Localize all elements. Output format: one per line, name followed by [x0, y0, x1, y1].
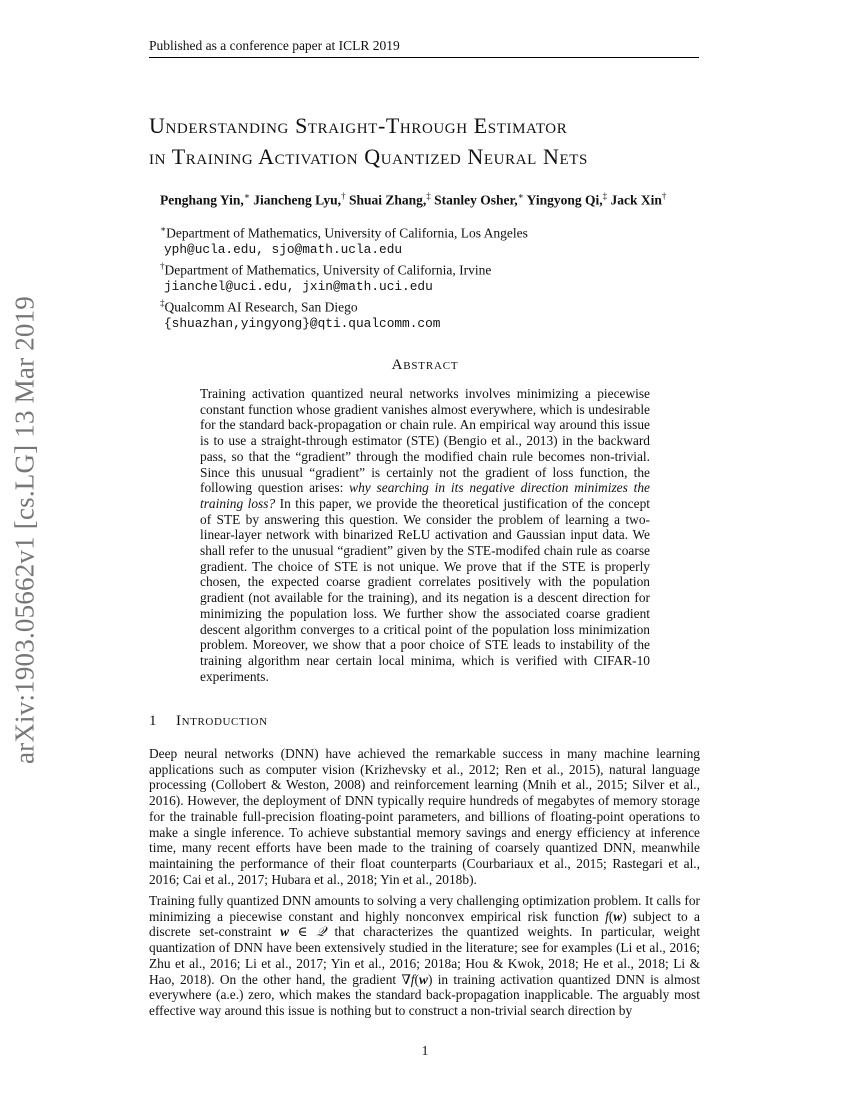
affiliation-emails: {shuazhan,yingyong}@qti.qualcomm.com	[164, 315, 441, 331]
author-mark: ∗	[243, 191, 250, 201]
author-name: Yingyong Qi,	[526, 192, 603, 208]
abstract-question: why searching in its negative direction minimizes the training loss?	[200, 480, 650, 511]
abstract-heading: Abstract	[391, 357, 459, 373]
paper-title	[149, 110, 709, 172]
section-heading	[149, 713, 699, 730]
author-name: Shuai Zhang,	[348, 192, 427, 208]
affiliation-mark: ∗	[160, 224, 167, 234]
intro-paragraph-2: Training fully quantized DNN amounts to solving a very challenging optimization problem. It calls for minimizing a piecewise constant and highly nonconvex empirical risk function f(w) subject to a discrete set-constraint w ∈ 𝒬 that characterizes the quantized weights. In particular, weight quantization of DNN have been extensively studied in the literature; see for examples (Li et al., 2016; Zhu et al., 2016; Li et al., 2017; Yin et al., 2016; 2018a; Hou & Kwok, 2018; He et al., 2018; Li & Hao, 2018). On the other hand, the gradient ∇f(w) in training activation quantized DNN is almost everywhere (a.e.) zero, which makes the standard back-propagation inapplicable. The arguably most effective way around this issue is nothing but to construct a non-trivial search direction by	[149, 893, 701, 1018]
affiliation-emails: yph@ucla.edu, sjo@math.ucla.edu	[164, 241, 403, 257]
author-mark: ∗	[517, 191, 524, 201]
title-line-1: Understanding Straight-Through Estimator	[149, 113, 568, 138]
affiliations	[160, 221, 700, 332]
author-name: Jiancheng Lyu,	[253, 192, 342, 208]
author-mark: ‡	[426, 191, 431, 201]
affiliation-emails: jianchel@uci.edu, jxin@math.uci.edu	[164, 278, 433, 294]
arxiv-stamp	[0, 295, 50, 765]
running-header: Published as a conference paper at ICLR 2019	[149, 38, 699, 58]
author-name: Penghang Yin,	[160, 192, 244, 208]
author-list	[160, 191, 700, 209]
author-mark: †	[341, 191, 346, 201]
affiliation-mark: ‡	[160, 298, 165, 309]
affiliation-dept: ‡Qualcomm AI Research, San Diego	[160, 298, 358, 315]
affiliation-dept: †Department of Mathematics, University of California, Irvine	[160, 261, 492, 278]
author-name: Jack Xin	[610, 192, 662, 208]
title-line-2: in Training Activation Quantized Neural Nets	[149, 144, 588, 169]
arxiv-stamp-text: arXiv:1903.05662v1 [cs.LG] 13 Mar 2019	[9, 295, 40, 765]
section-title: Introduction	[176, 713, 268, 729]
abstract-body: Training activation quantized neural networks involves minimizing a piecewise constant function whose gradient vanishes almost everywhere, which is undesirable for the standard back-propagation or chain rule. An empirical way around this issue is to use a straight-through estimator (STE) (Bengio et al., 2013) in the backward pass, so that the “gradient” through the modified chain rule becomes non-trivial. Since this unusual “gradient” is certainly not the gradient of loss function, the following question arises: why searching in its negative direction minimizes the training loss? In this paper, we provide the theoretical justification of the concept of STE by answering this question. We consider the problem of learning a two-linear-layer network with binarized ReLU activation and Gaussian input data. We shall refer to the unusual “gradient” given by the STE-modifed chain rule as coarse gradient. The choice of STE is not unique. We prove that if the STE is properly chosen, the expected coarse gradient correlates positively with the population gradient (not available for the training), and its negation is a descent direction for minimizing the population loss. We further show the associated coarse gradient descent algorithm converges to a critical point of the population loss minimization problem. Moreover, we show that a poor choice of STE leads to instability of the training algorithm near certain local minima, which is verified with CIFAR-10 experiments.	[200, 386, 650, 684]
intro-paragraph-1: Deep neural networks (DNN) have achieved the remarkable success in many machine learning applications such as computer vision (Krizhevsky et al., 2012; Ren et al., 2015), natural language processing (Collobert & Weston, 2008) and reinforcement learning (Mnih et al., 2015; Silver et al., 2016). However, the deployment of DNN typically require hundreds of megabytes of memory storage for the trainable full-precision floating-point parameters, and billions of floating-point operations to make a single inference. To achieve substantial memory savings and energy efficiency at inference time, many recent efforts have been made to the training of coarsely quantized DNN, meanwhile maintaining the performance of their float counterparts (Courbariaux et al., 2015; Rastegari et al., 2016; Cai et al., 2017; Hubara et al., 2018; Yin et al., 2018b).	[149, 746, 700, 887]
author-name: Stanley Osher,	[434, 192, 518, 208]
affiliation-mark: †	[160, 261, 165, 272]
author-mark: ‡	[602, 191, 608, 201]
section-number: 1	[149, 713, 158, 729]
page-number: 1	[421, 1043, 429, 1058]
affiliation-dept: ∗Department of Mathematics, University of California, Los Angeles	[160, 224, 528, 241]
author-mark: †	[661, 191, 667, 201]
